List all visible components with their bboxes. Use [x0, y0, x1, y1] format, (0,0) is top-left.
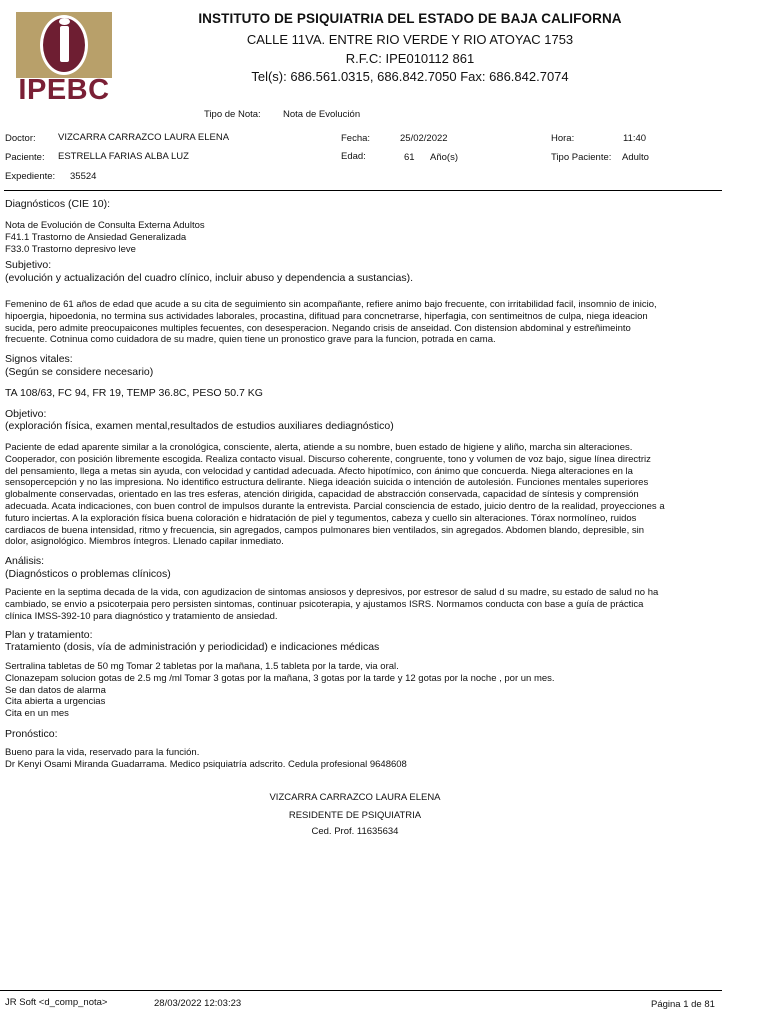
institution-address: CALLE 11VA. ENTRE RIO VERDE Y RIO ATOYAC 1753 — [246, 32, 574, 47]
doctor-value: VIZCARRA CARRAZCO LAURA ELENA — [58, 132, 230, 143]
list-item: Sertralina tabletas de 50 mg Tomar 2 tabletas por la mañana, 1.5 tableta por la tarde, via oral. — [5, 661, 399, 672]
doctor-label: Doctor: — [5, 133, 36, 144]
hora-label: Hora: — [551, 133, 575, 144]
note-type-value: Nota de Evolución — [283, 109, 361, 120]
footer-divider — [0, 990, 722, 991]
footer-software: JR Soft <d_comp_nota> — [5, 997, 108, 1008]
signos-subtitle: (Según se considere necesario) — [5, 366, 154, 378]
list-item: Nota de Evolución de Consulta Externa Adultos — [5, 220, 205, 231]
paciente-label: Paciente: — [5, 152, 45, 163]
pronostico-text: Bueno para la vida, reservado para la función. Dr Kenyi Osami Miranda Guadarrama. Medico psiquiatría adscrito. Cedula profesional 9648608 — [5, 747, 407, 770]
paciente-value: ESTRELLA FARIAS ALBA LUZ — [58, 151, 189, 162]
analisis-title: Análisis: — [5, 555, 45, 567]
subjetivo-subtitle: (evolución y actualización del cuadro clínico, incluir abuso y dependencia a sustancias). — [5, 272, 413, 284]
objetivo-title: Objetivo: — [5, 408, 47, 420]
list-item: Clonazepam solucion gotas de 2.5 mg /ml Tomar 3 gotas por la mañana, 3 gotas por la tarde y 12 gotas por la noche , por un mes. — [5, 672, 555, 684]
plan-title: Plan y tratamiento: — [5, 629, 93, 641]
signos-value: TA 108/63, FC 94, FR 19, TEMP 36.8C, PESO 50.7 KG — [5, 387, 263, 399]
plan-subtitle: Tratamiento (dosis, vía de administración y periodicidad) e indicaciones médicas — [5, 641, 380, 653]
signature-cedula: Ced. Prof. 11635634 — [311, 826, 399, 837]
fecha-label: Fecha: — [341, 133, 371, 144]
institution-rfc: R.F.C: IPE010112 861 — [345, 51, 475, 66]
analisis-subtitle: (Diagnósticos o problemas clínicos) — [5, 568, 171, 580]
list-item: Cita en un mes — [5, 708, 69, 720]
institution-name: INSTITUTO DE PSIQUIATRIA DEL ESTADO DE BAJA CALIFORNA — [198, 11, 622, 26]
institution-phones: Tel(s): 686.561.0315, 686.842.7050 Fax: 686.842.7074 — [251, 69, 569, 84]
signos-title: Signos vitales: — [5, 353, 73, 365]
expediente-value: 35524 — [70, 171, 97, 182]
footer-timestamp: 28/03/2022 12:03:23 — [154, 998, 242, 1009]
logo-text: IPEBC — [18, 74, 110, 106]
signature-name: VIZCARRA CARRAZCO LAURA ELENA — [269, 792, 441, 803]
list-item: F33.0 Trastorno depresivo leve — [5, 243, 136, 255]
objetivo-text: Paciente de edad aparente similar a la cronológica, consciente, alerta, atiende a su nombre, buen estado de higiene y aliño, marcha sin alteraciones. Cooperador, con posición libremente escogida. Realiza contacto visual. Discurso coherente, congruente, tono y volumen de voz bajo, sigue línea directriz del pensamiento, llega a metas sin ayuda, con velocidad y cantidad adecuada. Afecto hipotímico, con ánimo que concuerda. Niega alteraciones en la sensopercepción y no las impresiona. No identifico estructura delirante. Niega ideación suicida o intención de autolesión. Funciones mentales superiores globalmente conservadas, orientado en las tres esferas, atención dirigida, capacidad de abstracción conservada, capacidad de síntesis y comprensión adecuada. Acata indicaciones, con buen control de impulsos durante la entrevista. Parcial consciencia de estado, juicio dentro de la realidad, proyecciones a futuro inciertas. A la exploración física buena coloración e hidratación de piel y tegumentos, cabeza y cuello sin alteraciones. Tórax normolíneo, ruidos cardiacos de buena intensidad, ritmo y frecuencia, sin agregados, campos pulmonares bien ventilados, sin agregados. Abdomen blando, depresible, sin dolor, asignológico. Miembros íntegros. Llenado capilar inmediato. — [5, 442, 665, 548]
header-divider — [4, 190, 722, 191]
plan-text — [5, 661, 717, 720]
pronostico-title: Pronóstico: — [5, 728, 58, 740]
edad-value: 61 — [404, 152, 415, 163]
edad-label: Edad: — [341, 151, 366, 162]
list-item: Se dan datos de alarma — [5, 684, 106, 696]
note-type-label: Tipo de Nota: — [204, 109, 261, 120]
tipo-paciente-value: Adulto — [622, 152, 649, 163]
tipo-paciente-label: Tipo Paciente: — [551, 152, 612, 163]
list-item: F41.1 Trastorno de Ansiedad Generalizada — [5, 231, 187, 243]
objetivo-subtitle: (exploración física, examen mental,resultados de estudios auxiliares dediagnóstico) — [5, 420, 394, 432]
subjetivo-title: Subjetivo: — [5, 259, 52, 271]
subjetivo-text: Femenino de 61 años de edad que acude a su cita de seguimiento sin acompañante, refiere animo bajo frecuente, con irritabilidad facil, insomnio de inicio, hipoergia, hipoedonia, no termina sus actividades laborales, procastina, difituad para concnetrarse, hiperfagia, con sentimeitnos de culpa, niega ideacion sucida, pero admite preocupaicones multiples fecuentes, con desesperacion. Negando crisis de anseidad. Con distension abdominal y estreñimeinto frecuente. Cotninua como cuidadora de su madre, quien tiene un pronostico grave para la funcion, potrada en cama. — [5, 299, 657, 346]
ipebc-logo — [10, 12, 118, 104]
analisis-text: Paciente en la septima decada de la vida, con agudizacion de sintomas ansiosos y depresivos, por estresor de salud d su madre, su estado de salud no ha cambiado, se envio a psicoterpaia pero persisten sintomas, continuar psicoterapia, y ajustamos ISRS. Normamos conducta con base a guía de práctica clínica IMSS-392-10 para diagnóstico y tratamiento de ansiedad. — [5, 587, 659, 622]
list-item: Cita abierta a urgencias — [5, 696, 106, 708]
fecha-value: 25/02/2022 — [400, 133, 448, 144]
footer-page-number: Página 1 de 81 — [651, 999, 715, 1010]
signature-role: RESIDENTE DE PSIQUIATRIA — [288, 810, 422, 821]
diagnosticos-list — [5, 220, 717, 255]
hora-value: 11:40 — [623, 133, 647, 144]
expediente-label: Expediente: — [5, 171, 56, 182]
edad-unit: Año(s) — [430, 152, 458, 163]
diagnosticos-title: Diagnósticos (CIE 10): — [5, 198, 111, 210]
